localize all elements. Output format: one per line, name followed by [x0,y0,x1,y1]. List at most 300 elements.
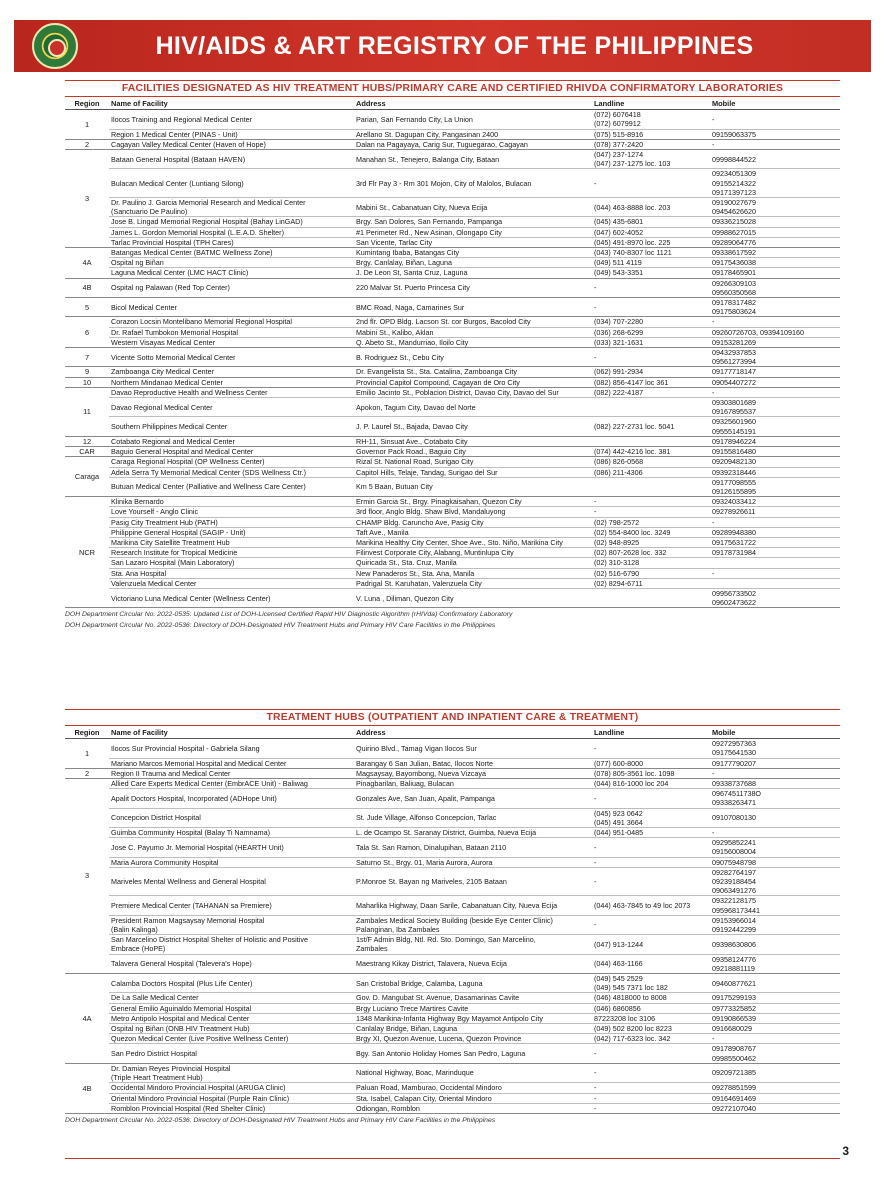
address-cell: Marikina Healthy City Center, Shoe Ave., Sto. Niño, Marikina City [354,537,592,547]
mobile-cell: 09773325852 [710,1003,840,1013]
header-landline: Landline [592,97,710,110]
mobile-cell: 09956733502 09602473622 [710,588,840,607]
mobile-cell: - [710,317,840,327]
table-row [65,227,840,237]
region-cell: 9 [65,367,109,377]
table-row [65,1044,840,1063]
facility-cell: Batangas Medical Center (BATMC Wellness Zone) [109,248,354,258]
landline-cell: (082) 222-4187 [592,387,710,397]
mobile-cell: 09289064776 [710,237,840,247]
table-row [65,758,840,768]
mobile-cell: 09178465901 [710,268,840,278]
mobile-cell: 09054407272 [710,377,840,387]
table-row [65,377,840,387]
facility-cell: Cagayan Valley Medical Center (Haven of Hope) [109,139,354,149]
address-cell: Brgy. Canlalay, Biñan, Laguna [354,258,592,268]
table-row [65,337,840,347]
table-row [65,436,840,446]
address-cell: Gonzales Ave, San Juan, Apalit, Pampanga [354,789,592,808]
facility-cell: Bicol Medical Center [109,298,354,317]
table-row [65,268,840,278]
table-row [65,129,840,139]
mobile-cell: 09153281269 [710,337,840,347]
address-cell: Maestrang Kikay District, Talavera, Nueva Ecija [354,954,592,973]
facility-cell: Ospital ng Biñan [109,258,354,268]
address-cell: Barangay 6 San Julian, Batac, Ilocos Norte [354,758,592,768]
landline-cell: - [592,169,710,198]
facility-cell: Bataan General Hospital (Bataan HAVEN) [109,150,354,169]
header-mobile: Mobile [710,726,840,739]
mobile-cell: 09303801689 09167895537 [710,398,840,417]
address-cell: P.Monroe St. Bayan ng Mariveles, 2105 Bataan [354,867,592,896]
region-cell: 4B [65,278,109,297]
landline-cell: (046) 4818000 to 8008 [592,993,710,1003]
address-cell: St. Jude Village, Alfonso Concepcion, Tarlac [354,808,592,827]
address-cell: New Panaderos St., Sta. Ana, Manila [354,568,592,578]
address-cell: Canlalay Bridge, Biñan, Laguna [354,1024,592,1034]
section-treatment-hubs [65,709,840,1125]
address-cell: National Highway, Boac, Marinduque [354,1063,592,1082]
mobile-cell: 09998844522 [710,150,840,169]
table-row [65,1013,840,1023]
facility-cell: Laguna Medical Center (LMC HACT Clinic) [109,268,354,278]
region-cell: 10 [65,377,109,387]
table-row [65,568,840,578]
facility-cell: Premiere Medical Center (TAHANAN sa Premiere) [109,896,354,915]
address-cell: V. Luna , Diliman, Quezon City [354,588,592,607]
address-cell: Manahan St., Tenejero, Balanga City, Bataan [354,150,592,169]
region-cell: 3 [65,779,109,974]
mobile-cell: 0916680029 [710,1024,840,1034]
landline-cell: (044) 816-1000 loc 204 [592,779,710,789]
facility-cell: Baguio General Hospital and Medical Center [109,447,354,457]
landline-cell: - [592,298,710,317]
mobile-cell: 09272107040 [710,1103,840,1113]
banner-title: HIV/AIDS & ART REGISTRY OF THE PHILIPPINES [155,31,754,60]
header-address: Address [354,97,592,110]
address-cell: 1st/F Admin Bldg, Ntl. Rd. Sto. Domingo, San Marcelino, Zambales [354,935,592,954]
landline-cell: (02) 948-8925 [592,537,710,547]
mobile-cell: - [710,1034,840,1044]
facility-cell: Caraga Regional Hospital (OP Wellness Center) [109,457,354,467]
landline-cell: (047) 602-4052 [592,227,710,237]
landline-cell: - [592,497,710,507]
facility-cell: Ilocos Training and Regional Medical Center [109,110,354,129]
mobile-cell: 09075948798 [710,857,840,867]
facility-cell: Dr. Damian Reyes Provincial Hospital (Triple Heart Treatment Hub) [109,1063,354,1082]
region-cell: 12 [65,436,109,446]
landline-cell: (078) 805-3561 loc. 1098 [592,768,710,778]
treatment-hubs-table [65,726,840,1114]
table-row [65,548,840,558]
region-cell: 4A [65,248,109,279]
header-landline: Landline [592,726,710,739]
table-row [65,558,840,568]
region-cell: 4A [65,974,109,1064]
header-mobile: Mobile [710,97,840,110]
mobile-cell: - [710,139,840,149]
table-header-row [65,726,840,739]
address-cell: San Cristobal Bridge, Calamba, Laguna [354,974,592,993]
address-cell: Tala St. San Ramon, Dinalupihan, Bataan 2110 [354,838,592,857]
address-cell: Q. Abeto St., Mandurriao, Iloilo City [354,337,592,347]
footnote: DOH Department Circular No. 2022-0536: Directory of DOH-Designated HIV Treatment Hubs and Primary HIV Care Facilities in the Philippines [65,622,496,630]
mobile-cell: 09266309103 09560350568 [710,278,840,297]
address-cell: Brgy Luciano Trece Martires Cavite [354,1003,592,1013]
table-row [65,915,840,934]
address-cell: B. Rodriguez St., Cebu City [354,348,592,367]
table-row [65,198,840,217]
table-row [65,447,840,457]
mobile-cell: 09209721385 [710,1063,840,1082]
mobile-cell: 09107080130 [710,808,840,827]
landline-cell: - [592,789,710,808]
mobile-cell: 09178946224 [710,436,840,446]
header-region: Region [65,97,109,110]
facility-cell: San Lazaro Hospital (Main Laboratory) [109,558,354,568]
landline-cell: - [592,1083,710,1093]
address-cell: Arellano St. Dagupan City, Pangasinan 2400 [354,129,592,139]
facility-cell: Pasig City Treatment Hub (PATH) [109,517,354,527]
footnote: DOH Department Circular No. 2022-0536: Directory of DOH-Designated HIV Treatment Hubs and Primary HIV Care Facilities in the Philippines [65,1116,496,1124]
address-cell: CHAMP Bldg. Caruncho Ave, Pasig City [354,517,592,527]
table-row [65,578,840,588]
table-row [65,110,840,129]
table-row [65,387,840,397]
landline-cell: (043) 740-8307 loc 1121 [592,248,710,258]
facility-cell: Tarlac Provincial Hospital (TPH Cares) [109,237,354,247]
facility-cell: Vicente Sotto Memorial Medical Center [109,348,354,367]
facility-cell: Research Institute for Tropical Medicine [109,548,354,558]
footnotes [65,610,840,630]
table-row [65,217,840,227]
region-cell: 1 [65,110,109,140]
landline-cell: (075) 515-8916 [592,129,710,139]
landline-cell: (047) 237-1274 (047) 237-1275 loc. 103 [592,150,710,169]
mobile-cell: - [710,568,840,578]
table-row [65,935,840,954]
landline-cell: (036) 268-6299 [592,327,710,337]
landline-cell: (082) 227-2731 loc. 5041 [592,417,710,436]
landline-cell: (049) 545 2529 (049) 545 7371 loc 182 [592,974,710,993]
address-cell: Magsaysay, Bayombong, Nueva Vizcaya [354,768,592,778]
facility-cell: Calamba Doctors Hospital (Plus Life Center) [109,974,354,993]
region-cell: 3 [65,150,109,248]
mobile-cell: 09674511738O 09338263471 [710,789,840,808]
landline-cell: 87223208 loc 3106 [592,1013,710,1023]
region-cell: 2 [65,768,109,778]
mobile-cell: 09190027679 09454626620 [710,198,840,217]
table-row [65,1093,840,1103]
landline-cell: (02) 8294-6711 [592,578,710,588]
facility-cell: Ilocos Sur Provincial Hospital - Gabriela Silang [109,739,354,758]
address-cell: Quirino Blvd., Tamag Vigan Ilocos Sur [354,739,592,758]
mobile-cell: 09153966014 09192442299 [710,915,840,934]
landline-cell [592,477,710,496]
facility-cell: Oriental Mindoro Provincial Hospital (Purple Rain Clinic) [109,1093,354,1103]
mobile-cell: 09177098555 09126155895 [710,477,840,496]
mobile-cell: 09392318446 [710,467,840,477]
mobile-cell: 09178317482 09175803624 [710,298,840,317]
facility-cell: San Marcelino District Hospital Shelter of Holistic and Positive Embrace (HoPE) [109,935,354,954]
mobile-cell: 09325601960 09555145191 [710,417,840,436]
mobile-cell: 09190866539 [710,1013,840,1023]
facility-cell: Romblon Provincial Hospital (Red Shelter Clinic) [109,1103,354,1113]
mobile-cell: 09178731984 [710,548,840,558]
facility-cell: Dr. Rafael Tumbokon Memorial Hospital [109,327,354,337]
region-cell: 7 [65,348,109,367]
section-hiv-treatment-hubs [65,80,840,630]
landline-cell: (082) 856-4147 loc 361 [592,377,710,387]
address-cell: Filinvest Corporate City, Alabang, Muntinlupa City [354,548,592,558]
landline-cell: (072) 6076418 (072) 6079912 [592,110,710,129]
address-cell: Zambales Medical Society Building (beside Eye Center Clinic) Palanginan, Iba Zambales [354,915,592,934]
facility-cell: Apalit Doctors Hospital, Incorporated (ADHope Unit) [109,789,354,808]
facility-cell: Klinika Bernardo [109,497,354,507]
address-cell: Rizal St. National Road, Surigao City [354,457,592,467]
facility-cell: De La Salle Medical Center [109,993,354,1003]
landline-cell: (02) 798-2572 [592,517,710,527]
landline-cell: (044) 463-8888 loc. 203 [592,198,710,217]
facility-cell: Bulacan Medical Center (Luntiang Silong) [109,169,354,198]
facility-cell: Mariano Marcos Memorial Hospital and Medical Center [109,758,354,768]
landline-cell: (046) 6860856 [592,1003,710,1013]
mobile-cell: 09338737688 [710,779,840,789]
landline-cell: - [592,838,710,857]
address-cell: 3rd floor, Anglo Bldg. Shaw Blvd, Mandaluyong [354,507,592,517]
page-number: 3 [842,1144,849,1158]
address-cell: Bgy. San Antonio Holiday Homes San Pedro, Laguna [354,1044,592,1063]
address-cell: Taft Ave., Manila [354,527,592,537]
facility-cell: Allied Care Experts Medical Center (EmbrACE Unit) - Baliwag [109,779,354,789]
table-row [65,248,840,258]
facility-cell: Philippine General Hospital (SAGIP - Unit) [109,527,354,537]
table-row [65,954,840,973]
landline-cell: - [592,278,710,297]
facility-cell: San Pedro District Hospital [109,1044,354,1063]
landline-cell: (034) 707-2280 [592,317,710,327]
table-row [65,477,840,496]
address-cell: Km 5 Baan, Butuan City [354,477,592,496]
table-row [65,779,840,789]
mobile-cell: 09260726703, 09394109160 [710,327,840,337]
facilities-table [65,97,840,608]
table-row [65,527,840,537]
mobile-cell: 09460877621 [710,974,840,993]
mobile-cell: - [710,768,840,778]
facility-cell: Adela Serra Ty Memorial Medical Center (SDS Wellness Ctr.) [109,467,354,477]
facility-cell: Dr. Paulino J. Garcia Memorial Research and Medical Center (Sanctuario De Paulino) [109,198,354,217]
facility-cell: Mariveles Mental Wellness and General Hospital [109,867,354,896]
facility-cell: Ospital ng Palawan (Red Top Center) [109,278,354,297]
address-cell: Pinagbarilan, Baliuag, Bulacan [354,779,592,789]
address-cell: Apokon, Tagum City, Davao del Norte [354,398,592,417]
facility-cell: Occidental Mindoro Provincial Hospital (ARUGA Clinic) [109,1083,354,1093]
region-cell: 1 [65,739,109,769]
mobile-cell: 09988627015 [710,227,840,237]
landline-cell [592,398,710,417]
mobile-cell: - [710,517,840,527]
landline-cell: (044) 463-1166 [592,954,710,973]
landline-cell: - [592,739,710,758]
address-cell: Mabini St., Cabanatuan City, Nueva Ecija [354,198,592,217]
landline-cell: - [592,348,710,367]
mobile-cell: 09278851599 [710,1083,840,1093]
address-cell: Ermin Garcia St., Brgy. Pinagkaisahan, Quezon City [354,497,592,507]
mobile-cell: 09155816480 [710,447,840,457]
mobile-cell: 09234051309 09155214322 09171397123 [710,169,840,198]
mobile-cell: 09178908767 09985500462 [710,1044,840,1063]
facility-cell: Region II Trauma and Medical Center [109,768,354,778]
facility-cell: Cotabato Regional and Medical Center [109,436,354,446]
region-cell: 5 [65,298,109,317]
landline-cell [592,588,710,607]
landline-cell: (044) 463-7845 to 49 loc 2073 [592,896,710,915]
facility-cell: Ospital ng Biñan (ONB HIV Treatment Hub) [109,1024,354,1034]
facility-cell: Davao Regional Medical Center [109,398,354,417]
landline-cell: (033) 321-1631 [592,337,710,347]
table-row [65,867,840,896]
facility-cell: Southern Philippines Medical Center [109,417,354,436]
region-cell: Caraga [65,457,109,497]
facility-cell: Talavera General Hospital (Talevera's Hope) [109,954,354,973]
facility-cell: Guimba Community Hospital (Balay Ti Namnama) [109,828,354,838]
mobile-cell: - [710,828,840,838]
mobile-cell: 09295852241 09156008004 [710,838,840,857]
region-cell: CAR [65,447,109,457]
landline-cell: - [592,1103,710,1113]
mobile-cell: 09338617592 [710,248,840,258]
table-row [65,974,840,993]
address-cell: Kumintang Ibaba, Batangas City [354,248,592,258]
address-cell: Provincial Capitol Compound, Cagayan de Oro City [354,377,592,387]
address-cell: #1 Perimeter Rd., New Asinan, Olongapo City [354,227,592,237]
facility-cell: James L. Gordon Memorial Hospital (L.E.A.D. Shelter) [109,227,354,237]
table-row [65,789,840,808]
mobile-cell: 09177718147 [710,367,840,377]
address-cell: Sta. Isabel, Calapan City, Oriental Mindoro [354,1093,592,1103]
mobile-cell: 09322128175 09596817344​1 [710,896,840,915]
address-cell: Capitol Hills, Telaje, Tandag, Surigao del Sur [354,467,592,477]
region-cell: 6 [65,317,109,348]
landline-cell: (045) 923 0642 (045) 491 3664 [592,808,710,827]
mobile-cell: 09324033412 [710,497,840,507]
landline-cell: - [592,1093,710,1103]
footer-divider [65,1158,840,1159]
address-cell: Quiricada St., Sta. Cruz, Manila [354,558,592,568]
address-cell: Emilio Jacinto St., Poblacion District, Davao City, Davao del Sur [354,387,592,397]
table-row [65,417,840,436]
address-cell: Gov. D. Mangubat St. Avenue, Dasamarinas Cavite [354,993,592,1003]
mobile-cell: 09164691469 [710,1093,840,1103]
landline-cell: - [592,915,710,934]
table-row [65,808,840,827]
header-address: Address [354,726,592,739]
mobile-cell: 09282764197 09239188454 09063491276 [710,867,840,896]
facility-cell: Marikina City Satellite Treatment Hub [109,537,354,547]
landline-cell: (047) 913-1244 [592,935,710,954]
landline-cell: (049) 511 4119 [592,258,710,268]
facility-cell: Zamboanga City Medical Center [109,367,354,377]
landline-cell: - [592,1063,710,1082]
address-cell: L. de Ocampo St. Saranay District, Guimba, Nueva Ecija [354,828,592,838]
table-header-row [65,97,840,110]
table-body [65,110,840,608]
table-body [65,739,840,1114]
header-facility: Name of Facility [109,97,354,110]
facility-cell: Maria Aurora Community Hospital [109,857,354,867]
table-row [65,507,840,517]
facility-cell: Butuan Medical Center (Palliative and Wellness Care Center) [109,477,354,496]
mobile-cell: - [710,387,840,397]
mobile-cell: 09177790207 [710,758,840,768]
table-row [65,237,840,247]
mobile-cell: 09209482130 [710,457,840,467]
address-cell: Dalan na Pagayaya, Carig Sur, Tuguegarao, Cagayan [354,139,592,149]
address-cell: Odiongan, Romblon [354,1103,592,1113]
address-cell: 3rd Flr Pay 3 - Rm 301 Mojon, City of Malolos, Bulacan [354,169,592,198]
landline-cell: (062) 991-2934 [592,367,710,377]
landline-cell: (044) 951-0485 [592,828,710,838]
facility-cell: Region 1 Medical Center (PINAS - Unit) [109,129,354,139]
table-row [65,139,840,149]
mobile-cell [710,578,840,588]
mobile-cell: 09398630806 [710,935,840,954]
facility-cell: President Ramon Magsaysay Memorial Hospital (Balin Kalinga) [109,915,354,934]
address-cell: 2nd flr. OPD Bldg. Lacson St. cor Burgos, Bacolod City [354,317,592,327]
government-seal-icon [32,23,78,69]
facility-cell: Quezon Medical Center (Live Positive Wellness Center) [109,1034,354,1044]
landline-cell: (042) 717-6323 loc. 342 [592,1034,710,1044]
mobile-cell: 09272957363 09175641530 [710,739,840,758]
region-cell: NCR [65,497,109,608]
mobile-cell: 09159063375 [710,129,840,139]
table-row [65,1024,840,1034]
facility-cell: Corazon Locsin Montelibano Memorial Regional Hospital [109,317,354,327]
table-row [65,588,840,607]
table-row [65,993,840,1003]
header-facility: Name of Facility [109,726,354,739]
table-row [65,497,840,507]
address-cell: Dr. Evangelista St., Sta. Catalina, Zamboanga City [354,367,592,377]
landline-cell [592,436,710,446]
table-row [65,1063,840,1082]
address-cell: Governor Pack Road., Baguio City [354,447,592,457]
facility-cell: Love Yourself - Anglo Clinic [109,507,354,517]
section-title: FACILITIES DESIGNATED AS HIV TREATMENT HUBS/PRIMARY CARE AND CERTIFIED RHIVDA CONFIRMATORY LABORATORIES [65,80,840,97]
page-banner [14,20,871,72]
address-cell: Brgy. San Dolores, San Fernando, Pampanga [354,217,592,227]
facility-cell: General Emilio Aguinaldo Memorial Hospital [109,1003,354,1013]
table-row [65,317,840,327]
region-cell: 11 [65,387,109,436]
table-row [65,517,840,527]
mobile-cell: - [710,110,840,129]
mobile-cell: 09278926611 [710,507,840,517]
facility-cell: Victoriano Luna Medical Center (Wellness Center) [109,588,354,607]
facility-cell: Jose B. Lingad Memorial Regional Hospital (Bahay LinGAD) [109,217,354,227]
table-row [65,169,840,198]
address-cell: Padrigal St. Karuhatan, Valenzuela City [354,578,592,588]
mobile-cell: 09175299193 [710,993,840,1003]
table-row [65,467,840,477]
landline-cell: (02) 807-2628 loc. 332 [592,548,710,558]
address-cell: BMC Road, Naga, Camarines Sur [354,298,592,317]
table-row [65,1083,840,1093]
mobile-cell [710,558,840,568]
table-row [65,1034,840,1044]
address-cell: Paluan Road, Mamburao, Occidental Mindoro [354,1083,592,1093]
